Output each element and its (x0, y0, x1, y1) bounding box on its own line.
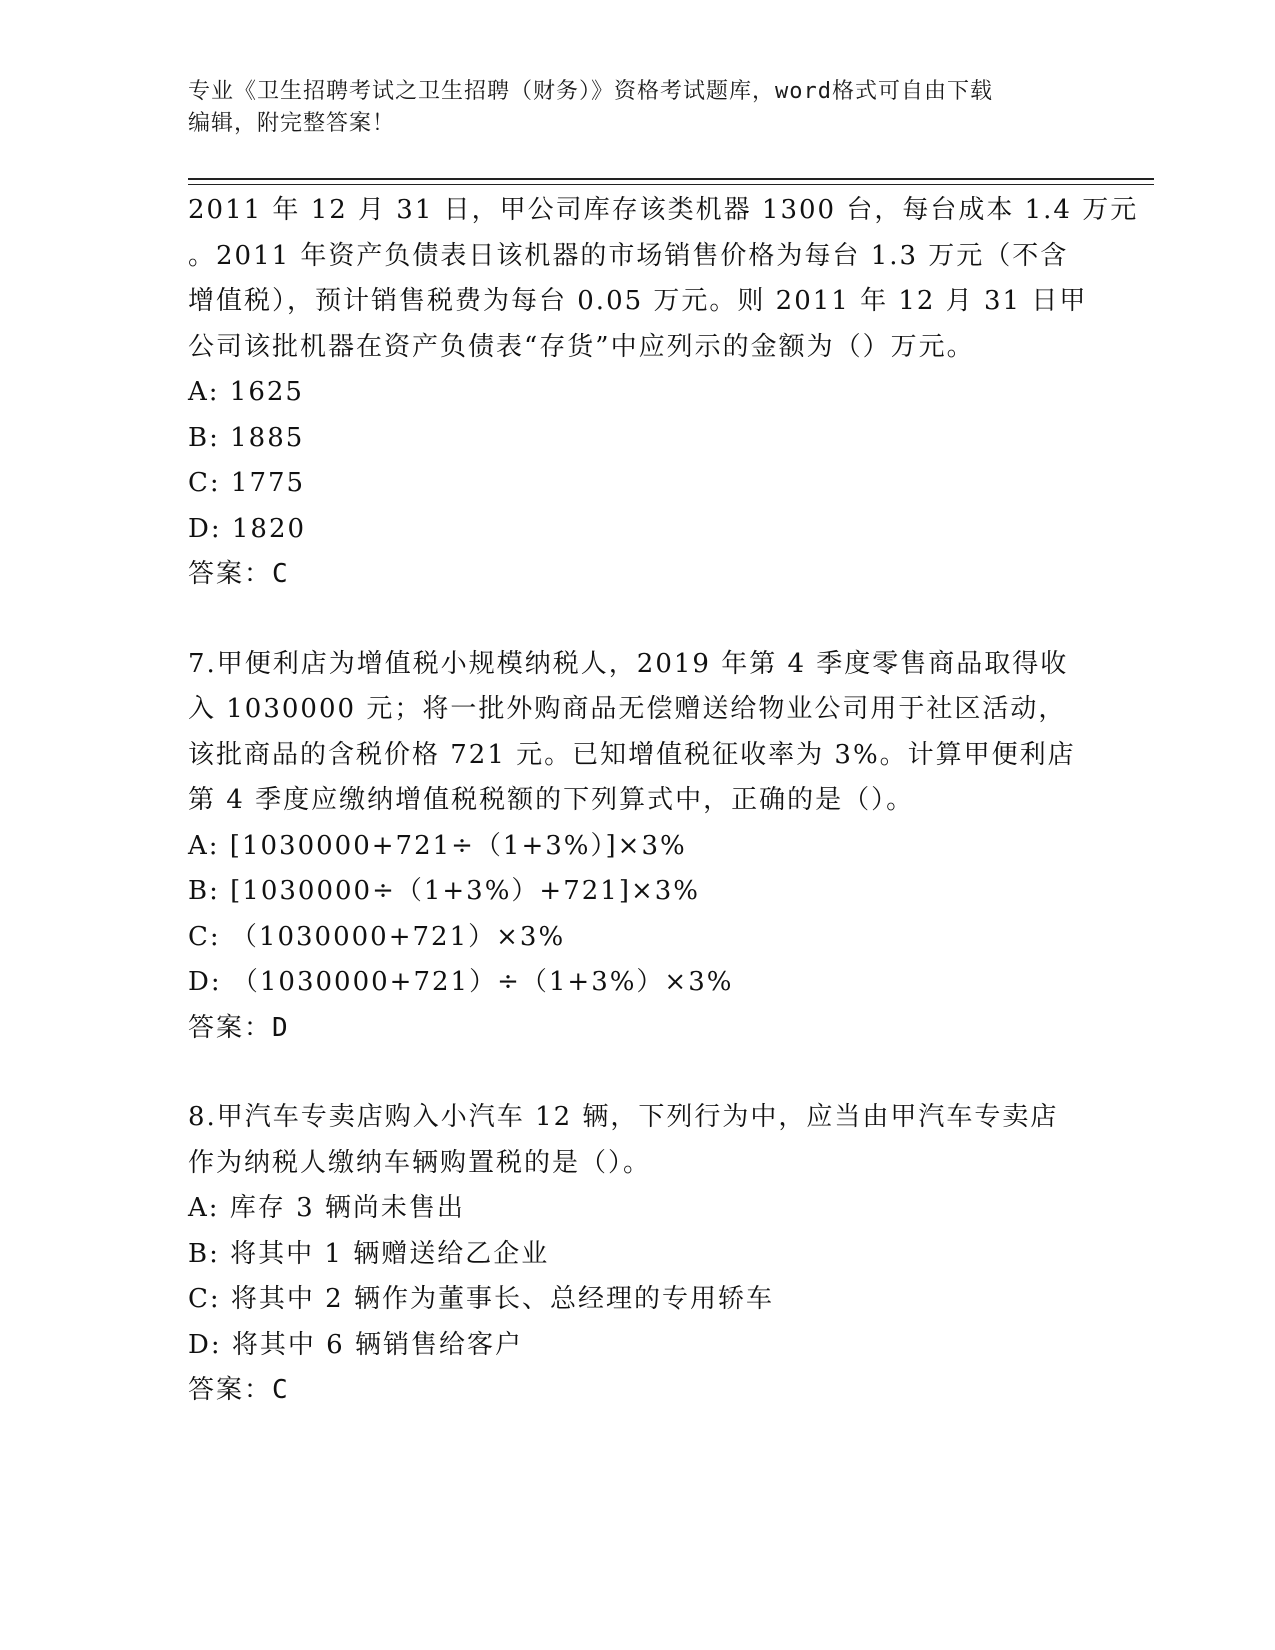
answer-line: 答案：C (188, 1375, 290, 1405)
option-c: C: 1775 (188, 468, 306, 498)
question-8 (188, 1095, 1088, 1414)
question-stem-line: 第 4 季度应缴纳增值税税额的下列算式中，正确的是（）。 (188, 785, 915, 815)
option-b: B: 1885 (188, 422, 305, 453)
question-stem-line: 7.甲便利店为增值税小规模纳税人，2019 年第 4 季度零售商品取得收 (188, 648, 1069, 679)
header-divider-thick (188, 178, 1154, 180)
question-6 (188, 188, 1139, 598)
option-d: D: 将其中 6 辆销售给客户 (188, 1329, 523, 1360)
answer-line: 答案：C (188, 559, 290, 589)
document-header (188, 76, 1088, 140)
question-7 (188, 642, 1088, 1052)
option-a: A: 1625 (188, 377, 304, 407)
question-stem-line: 。2011 年资产负债表日该机器的市场销售价格为每台 1.3 万元（不含 (188, 240, 1069, 271)
question-spacer (188, 1051, 1088, 1095)
option-a: A: [1030000+721÷（1+3%）]×3% (188, 830, 687, 861)
option-c: C: （1030000+721）×3% (188, 921, 566, 952)
question-stem-line: 入 1030000 元；将一批外购商品无偿赠送给物业公司用于社区活动， (188, 694, 1067, 724)
question-stem-line: 作为纳税人缴纳车辆购置税的是（）。 (188, 1147, 652, 1178)
option-b: B: 将其中 1 辆赠送给乙企业 (188, 1238, 550, 1269)
option-b: B: [1030000÷（1+3%）+721]×3% (188, 876, 701, 906)
header-title-line-2: 编辑，附完整答案！ (188, 111, 396, 136)
document-body (188, 188, 1139, 1414)
question-stem-line: 2011 年 12 月 31 日，甲公司库存该类机器 1300 台，每台成本 1.4 万元 (188, 195, 1139, 225)
question-spacer (188, 598, 1088, 642)
question-stem-line: 该批商品的含税价格 721 元。已知增值税征收率为 3%。计算甲便利店 (188, 739, 1076, 770)
option-c: C: 将其中 2 辆作为董事长、总经理的专用轿车 (188, 1284, 774, 1314)
option-d: D: 1820 (188, 513, 307, 544)
header-divider-thin (188, 184, 1154, 185)
answer-line: 答案：D (188, 1012, 290, 1043)
question-stem-line: 8.甲汽车专卖店购入小汽车 12 辆，下列行为中，应当由甲汽车专卖店 (188, 1102, 1059, 1132)
option-a: A: 库存 3 辆尚未售出 (188, 1193, 465, 1223)
option-d: D: （1030000+721）÷（1+3%）×3% (188, 967, 734, 997)
header-title-line-1: 专业《卫生招聘考试之卫生招聘（财务）》资格考试题库，word格式可自由下载 (188, 79, 993, 104)
question-stem-line: 公司该批机器在资产负债表“存货”中应列示的金额为（）万元。 (188, 331, 975, 362)
question-stem-line: 增值税），预计销售税费为每台 0.05 万元。则 2011 年 12 月 31 日甲 (188, 286, 1088, 316)
